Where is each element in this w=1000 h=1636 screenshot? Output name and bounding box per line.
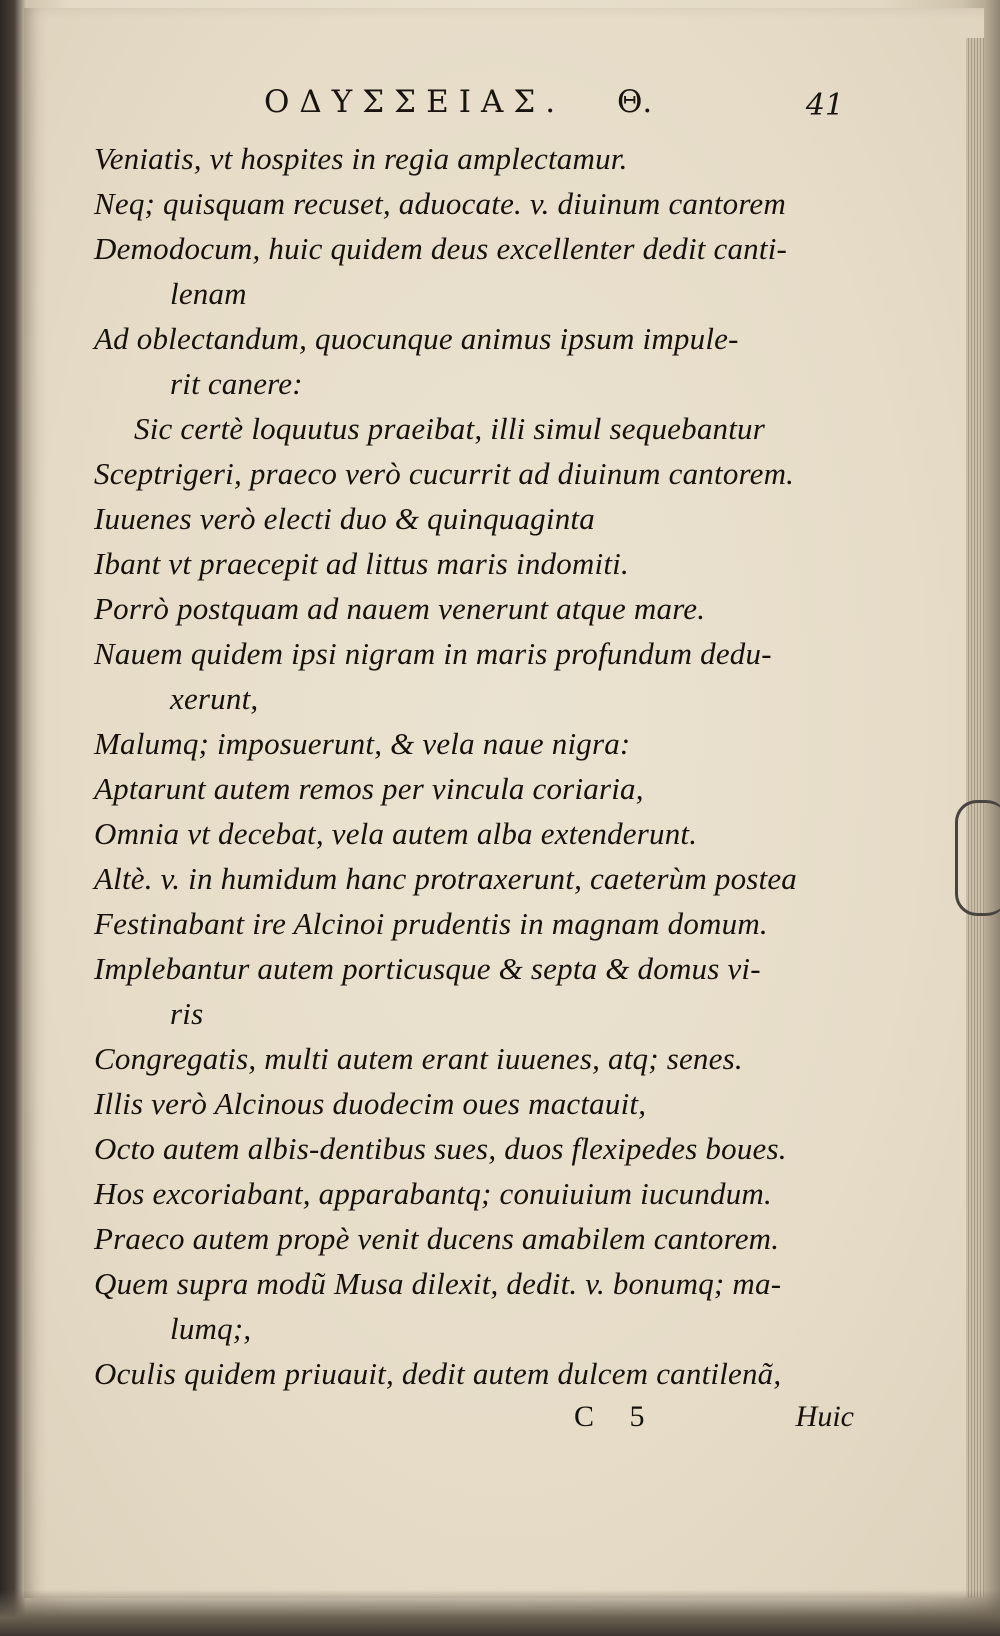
text-line: Neq; quisquam recuset, aduocate. v. diuinum cantorem xyxy=(94,186,786,221)
text-line: Congregatis, multi autem erant iuuenes, atq; senes. xyxy=(94,1041,743,1076)
page-footer xyxy=(94,1400,854,1440)
text-line: Aptarunt autem remos per vincula coriaria, xyxy=(94,771,644,806)
text-line: Ibant vt praecepit ad littus maris indomiti. xyxy=(94,546,629,581)
clip-mark xyxy=(955,800,1000,916)
text-line-continuation: xerunt, xyxy=(170,681,259,716)
text-line: Sic certè loquutus praeibat, illi simul sequebantur xyxy=(134,411,766,446)
text-line: Hos excoriabant, apparabantq; conuiuium iucundum. xyxy=(94,1176,772,1211)
text-line-continuation: rit canere: xyxy=(170,366,303,401)
catchword: Huic xyxy=(795,1400,854,1433)
text-line: Praeco autem propè venit ducens amabilem cantorem. xyxy=(94,1221,780,1256)
text-line-continuation: lenam xyxy=(170,276,247,311)
text-line: Festinabant ire Alcinoi prudentis in magnam domum. xyxy=(94,906,768,941)
text-line: Octo autem albis-dentibus sues, duos flexipedes boues. xyxy=(94,1131,787,1166)
book-letter: Θ. xyxy=(617,84,653,120)
text-line-continuation: lumq;, xyxy=(170,1311,252,1346)
text-line-continuation: ris xyxy=(170,996,204,1031)
text-line: Malumq; imposuerunt, & vela naue nigra: xyxy=(94,726,631,761)
text-line: Veniatis, vt hospites in regia amplectamur. xyxy=(94,141,628,176)
page-header xyxy=(264,84,864,124)
text-line: Omnia vt decebat, vela autem alba extenderunt. xyxy=(94,816,698,851)
running-title: ΟΔΥΣΣΕΙΑΣ. xyxy=(264,84,566,120)
book-page xyxy=(24,8,985,1598)
text-line: Altè. v. in humidum hanc protraxerunt, caeterùm postea xyxy=(94,861,798,896)
verse-text xyxy=(94,136,884,1396)
text-line: Nauem quidem ipsi nigram in maris profundum dedu- xyxy=(94,636,772,671)
text-line: Implebantur autem porticusque & septa & domus vi- xyxy=(94,951,761,986)
page-number: 41 xyxy=(805,88,844,123)
text-line: Quem supra modũ Musa dilexit, dedit. v. bonumq; ma- xyxy=(94,1266,782,1301)
text-line: Ad oblectandum, quocunque animus ipsum impule- xyxy=(94,321,739,356)
text-line: Iuuenes verò electi duo & quinquaginta xyxy=(94,501,595,536)
text-line: Porrò postquam ad nauem venerunt atque mare. xyxy=(94,591,706,626)
bottom-shadow xyxy=(0,1590,1000,1636)
signature-mark: C 5 xyxy=(574,1400,659,1433)
text-line: Sceptrigeri, praeco verò cucurrit ad diuinum cantorem. xyxy=(94,456,795,491)
text-line: Demodocum, huic quidem deus excellenter dedit canti- xyxy=(94,231,788,266)
text-line: Illis verò Alcinous duodecim oues mactauit, xyxy=(94,1086,647,1121)
text-line: Oculis quidem priuauit, dedit autem dulcem cantilenã, xyxy=(94,1356,782,1391)
